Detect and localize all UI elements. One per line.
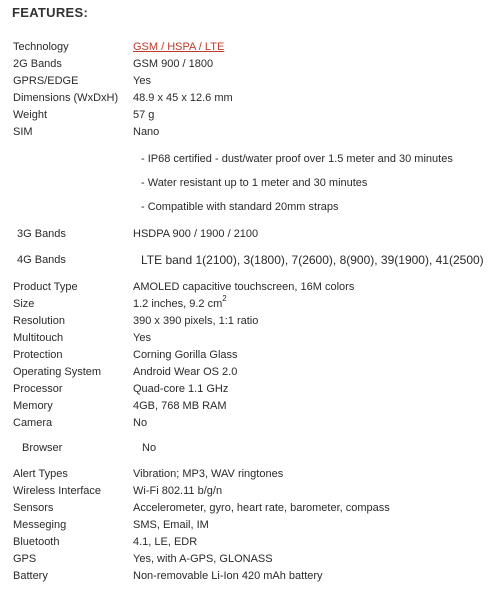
- spec-value: No: [133, 417, 148, 429]
- spec-label: Weight: [13, 109, 48, 121]
- technology-link[interactable]: GSM / HSPA / LTE: [133, 41, 225, 53]
- spec-value: HSDPA 900 / 1900 / 2100: [133, 228, 259, 240]
- spec-value: No: [142, 442, 157, 454]
- spec-value: Accelerometer, gyro, heart rate, barometer, compass: [133, 502, 390, 514]
- spec-label: Resolution: [13, 315, 65, 327]
- spec-value: Yes: [133, 75, 151, 87]
- spec-value: AMOLED capacitive touchscreen, 16M colors: [133, 281, 355, 293]
- spec-value: Android Wear OS 2.0: [133, 366, 238, 378]
- size-superscript: 2: [222, 294, 227, 304]
- spec-label: Messeging: [13, 519, 67, 531]
- spec-value: Yes: [133, 332, 151, 344]
- spec-value: Quad-core 1.1 GHz: [133, 383, 229, 395]
- spec-value: LTE band 1(2100), 3(1800), 7(2600), 8(900), 39(1900), 41(2500): [141, 253, 484, 267]
- note-water-resistant: - Water resistant up to 1 meter and 30 minutes: [141, 177, 368, 189]
- spec-value: Yes, with A-GPS, GLONASS: [133, 553, 273, 565]
- spec-value: 57 g: [133, 109, 155, 121]
- spec-value: SMS, Email, IM: [133, 519, 209, 531]
- spec-value: 4.1, LE, EDR: [133, 536, 198, 548]
- spec-label: Memory: [13, 400, 53, 412]
- spec-value: Wi-Fi 802.11 b/g/n: [133, 485, 223, 497]
- spec-value-size: [133, 294, 227, 311]
- spec-value: Nano: [133, 126, 160, 138]
- spec-value: 48.9 x 45 x 12.6 mm: [133, 92, 233, 104]
- spec-label: Battery: [13, 570, 48, 582]
- spec-label: Dimensions (WxDxH): [13, 92, 119, 104]
- spec-value: 390 x 390 pixels, 1:1 ratio: [133, 315, 259, 327]
- spec-label: Alert Types: [13, 468, 68, 480]
- spec-label: 4G Bands: [17, 254, 66, 266]
- spec-label: 3G Bands: [17, 228, 66, 240]
- note-ip68: - IP68 certified - dust/water proof over 1.5 meter and 30 minutes: [141, 153, 453, 165]
- spec-label: Bluetooth: [13, 536, 60, 548]
- spec-label: Product Type: [13, 281, 78, 293]
- spec-value: Corning Gorilla Glass: [133, 349, 238, 361]
- size-text: 1.2 inches, 9.2 cm: [133, 298, 223, 310]
- spec-label: GPRS/EDGE: [13, 75, 79, 87]
- note-straps: - Compatible with standard 20mm straps: [141, 201, 339, 213]
- spec-label: GPS: [13, 553, 37, 565]
- spec-value: Non-removable Li-Ion 420 mAh battery: [133, 570, 323, 582]
- spec-value: 4GB, 768 MB RAM: [133, 400, 227, 412]
- spec-label: 2G Bands: [13, 58, 62, 70]
- spec-label: SIM: [13, 126, 33, 138]
- spec-label: Technology: [13, 41, 69, 53]
- spec-label: Processor: [13, 383, 63, 395]
- spec-label: Multitouch: [13, 332, 64, 344]
- spec-label: Browser: [22, 442, 63, 454]
- spec-label: Camera: [13, 417, 53, 429]
- spec-value: Vibration; MP3, WAV ringtones: [133, 468, 284, 480]
- spec-label: Size: [13, 298, 35, 310]
- spec-label: Operating System: [13, 366, 102, 378]
- spec-label: Sensors: [13, 502, 54, 514]
- spec-label: Wireless Interface: [13, 485, 102, 497]
- features-heading: FEATURES:: [12, 5, 89, 20]
- spec-value: GSM 900 / 1800: [133, 58, 214, 70]
- spec-label: Protection: [13, 349, 63, 361]
